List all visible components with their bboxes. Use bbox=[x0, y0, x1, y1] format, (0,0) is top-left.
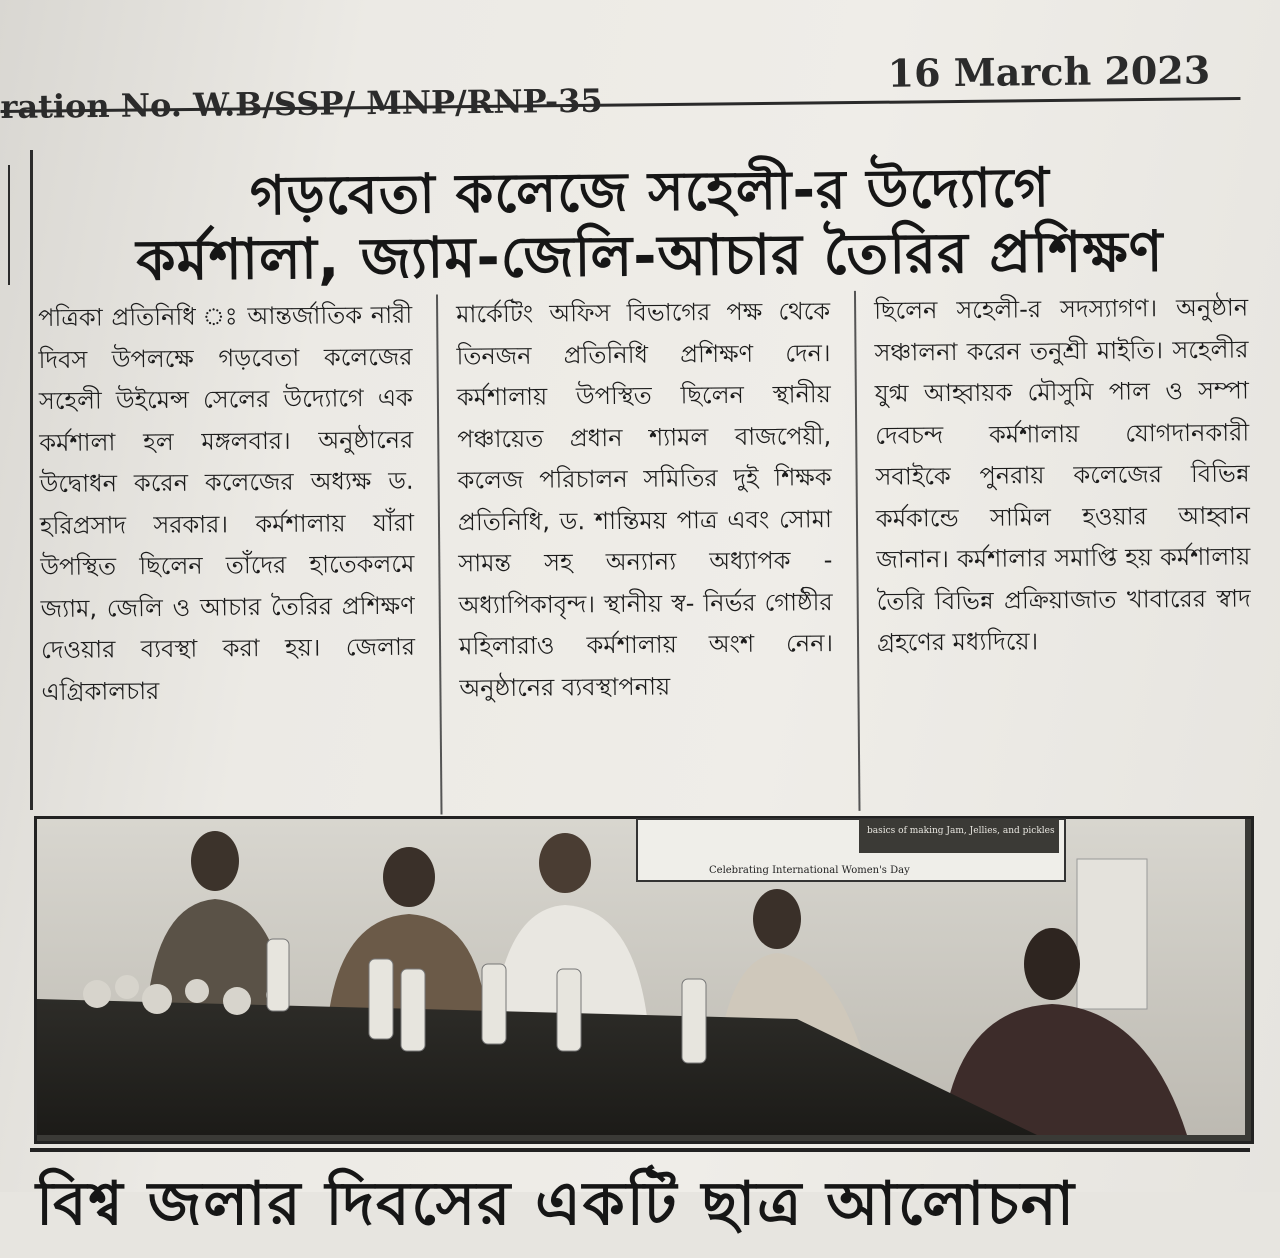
masthead bbox=[0, 47, 1240, 126]
article-column-1: পত্রিকা প্রতিনিধি ঃ আন্তর্জাতিক নারী দিবস উপলক্ষে গড়বেতা কলেজের সহেলী উইমেন্স সেলের উদ্যোগে এক কর্মশালা হল মঙ্গলবার। অনুষ্ঠানের উদ্বোধন করেন কলেজের অধ্যক্ষ ড. হরিপ্রসাদ সরকার। কর্মশালায় যাঁরা উপস্থিত ছিলেন তাঁদের হাতেকলমে জ্যাম, জেলি ও আচার তৈরির প্রশিক্ষণ দেওয়ার ব্যবস্থা করা হয়। জেলার এগ্রিকালচার bbox=[38, 300, 416, 706]
next-article-headline bbox=[36, 1150, 1256, 1239]
news-photo bbox=[34, 816, 1254, 1144]
article-column-2: মার্কেটিং অফিস বিভাগের পক্ষ থেকে তিনজন প্রতিনিধি প্রশিক্ষণ দেন। কর্মশালায় উপস্থিত ছিলেন স্থানীয় পঞ্চায়েত প্রধান শ্যামল বাজপেয়ী, কলেজ পরিচালন সমিতির দুই শিক্ষক প্রতিনিধি, ড. শান্তিময় পাত্র এবং সোমা সামন্ত সহ অন্যান্য অধ্যাপক - অধ্যাপিকাবৃন্দ। স্থানীয় স্ব- নির্ভর গোষ্ঠীর মহিলারাও কর্মশালায় অংশ নেন। অনুষ্ঠানের ব্যবস্থাপনায় bbox=[436, 291, 835, 814]
headline-line-2: কর্মশালা, জ্যাম-জেলি-আচার তৈরির প্রশিক্ষণ bbox=[136, 219, 1164, 294]
next-article-headline-text: বিশ্ব জলার দিবসের একটি ছাত্র আলোচনা bbox=[36, 1169, 1076, 1239]
article-body bbox=[38, 287, 1252, 818]
column-rule-left bbox=[30, 150, 33, 810]
photo-illustration bbox=[37, 819, 1245, 1135]
event-banner bbox=[637, 819, 1065, 881]
banner-text: Celebrating International Women's Day bbox=[709, 865, 910, 876]
headline-line-1: গড়বেতা কলেজে সহেলী-র উদ্যোগে bbox=[249, 155, 1051, 228]
publication-date: 16 March 2023 bbox=[887, 47, 1211, 96]
banner-subtext: basics of making Jam, Jellies, and pickles bbox=[867, 826, 1055, 836]
adjacent-column-edge bbox=[0, 165, 10, 285]
registration-number: ration No. W.B/SSP/ MNP/RNP-35 bbox=[0, 81, 603, 126]
article-column-3: ছিলেন সহেলী-র সদস্যাগণ। অনুষ্ঠান সঞ্চালনা করেন তনুশ্রী মাইতি। সহেলীর যুগ্ম আহ্বায়ক মৌসুমি পাল ও সম্পা দেবচন্দ কর্মশালায় যোগদানকারী সবাইকে পুনরায় কলেজের বিভিন্ন কর্মকান্ডে সামিল হওয়ার আহ্বান জানান। কর্মশালার সমাপ্তি হয় কর্মশালায় তৈরি বিভিন্ন প্রক্রিয়াজাত খাবারের স্বাদ গ্রহণের মধ্যদিয়ে। bbox=[854, 287, 1253, 810]
